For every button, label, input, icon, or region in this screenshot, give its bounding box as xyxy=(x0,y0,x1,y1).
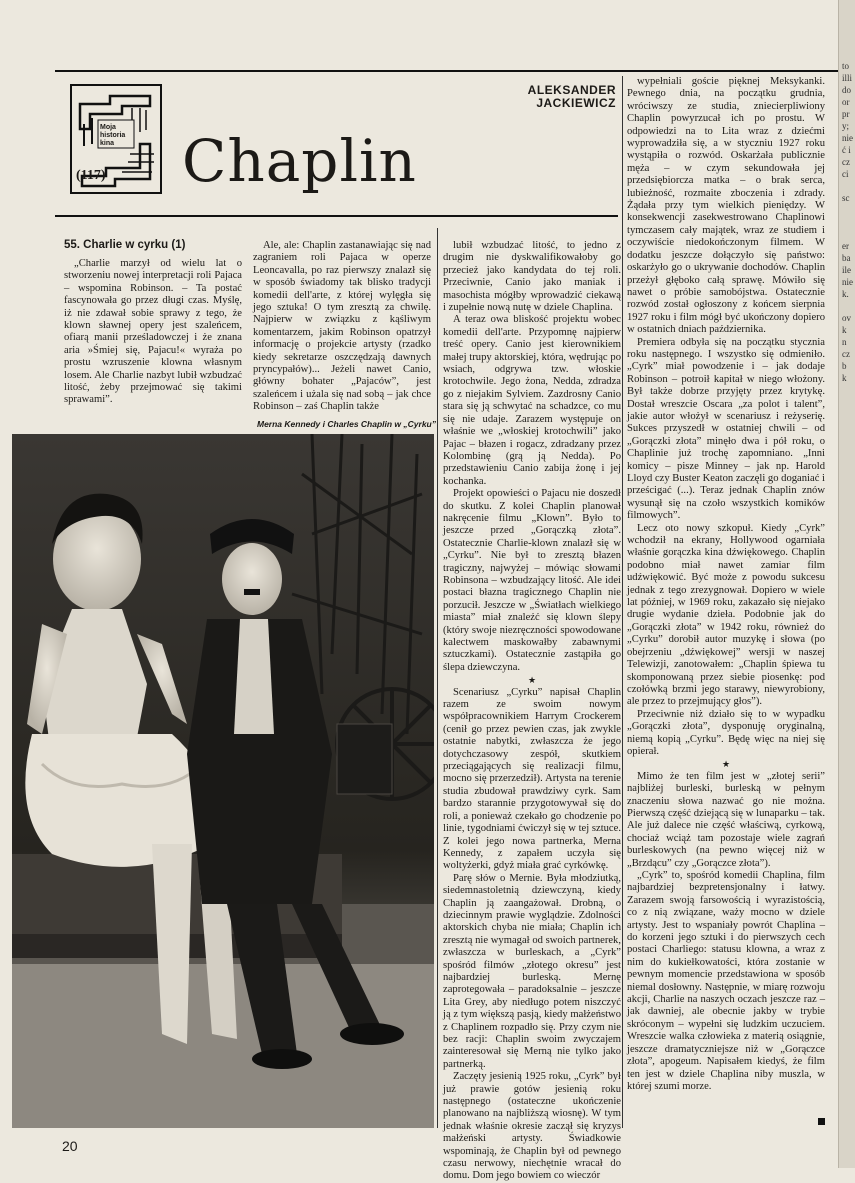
edge-fragment xyxy=(842,540,855,552)
logo-caption: Moja historia kina xyxy=(100,124,126,147)
section-heading: 55. Charlie w cyrku (1) xyxy=(64,239,186,251)
article-title: Chaplin xyxy=(182,127,417,195)
paragraph: Mimo że ten film jest w „złotej serii” najbliżej burleski, burleską w pełnym znaczeniu słowa nazwać go nie można. Pierwszą część dziejącą się w lunaparku – tak. Ale już dalece nie część właściwą, cyrkową, chociaż wciąż tam pozostaje wiele zagrań burleskowych (na pewno więcej niż w „Brzdącu” czy „Gorączce złota”). xyxy=(627,770,825,869)
paragraph: Projekt opowieści o Pajacu nie doszedł do skutku. Z kolei Chaplin planował nakręcenie filmu „Klown”. Było to jeszcze przed „Gorączką złota”. Ostatecznie Charlie-klown znalazł się w „Cyrku”. Nie był to zresztą błazen tragiczny, najwyżej – mówiąc słowami Robinsona – wzbudzający litość. Ale idei postaci błazna tragicznego Chaplin nie porzucił. Jeszcze w „Światłach wielkiego miasta” miał znaleźć się klown ślepy (który swoje niezręczności spowodowane kalectwem maskowałby zabawnymi sztuczkami). Ostatecznie zastąpiła go ślepa dziewczyna. xyxy=(443,488,621,673)
paragraph: Ale, ale: Chaplin zastanawiając się nad zagraniem roli Pajaca w operze Leoncavalla, po raz pierwszy znalazł się w sposób świadomy tak blisko tradycji komedii dell'arte, z której wylęgła się jego sztuka! O tym zresztą za chwilę. Najpierw w związku z kąśliwym komentarzem, jakim Robinson opatrzył informację o projekcie artysty (rzadko kiedy sekretarze oszczędzają dawnych pryncypałów)... Jeżeli nawet Canio, główny bohater „Pajaców”, jest szaleńcem i użala się nad sobą – jak chce Robinson – zaś Chaplin także xyxy=(253,240,431,413)
edge-fragment xyxy=(842,444,855,456)
page-number: 20 xyxy=(62,1138,78,1154)
edge-fragment xyxy=(842,588,855,600)
edge-fragment: ile xyxy=(842,265,851,275)
paragraph: „Charlie marzył od wielu lat o stworzeniu nowej interpretacji roli Pajaca – wspomina Robinson. – Ta postać fascynowała go przez długi czas. Myślę, iż nie zdawał sobie sprawy z tego, że klown sławnej opery jest szaleńcem, ofiarą manii prześladowczej i że znana aria »Śmiej się, Pajacu!« wyraża po prostu wzruszenie klowna własnym losem. Ale Charlie nazbyt lubił wzbudzać litość, żeby przejmować się takimi sprawami”. xyxy=(64,258,242,406)
edge-fragment: y; xyxy=(842,121,850,131)
edge-fragment: k xyxy=(842,373,847,383)
edge-fragment xyxy=(842,552,855,564)
paragraph: A teraz owa bliskość projektu wobec komedii dell'arte. Przypomnę najpierw treść opery. Canio jest kierownikiem małej trupy aktorskiej, która, wędrując po wsiach, odgrywa tzw. włoskie krotochwile. Jego żona, Nedda, zdradza go z niejakim Sylviem. Zazdrosny Canio stara się ją schwytać na schadzce, co mu się nie udaje. Zarazem występuje on właśnie we „włoskiej krotochwili” jako Pajac – błazen i rogacz, zdradzany przez Kolombinę (grą ją Nedda). Po przedstawieniu Canio zabija żonę i jej kochanka. xyxy=(443,314,621,487)
edge-fragment xyxy=(842,384,855,396)
edge-fragment xyxy=(842,492,855,504)
edge-fragment xyxy=(842,600,855,612)
paragraph: Scenariusz „Cyrku” napisał Chaplin razem ze swoim nowym współpracownikiem Harrym Crockerem (cenił go przez pewien czas, jak zwykle ostatnie nabytki, zwłaszcza że jego dotychczasowy zespół, skutkiem przeciągających się realizacji filmu, mocno się przerzedził). Artysta na terenie studia zbudował prawdziwy cyrk. Sam bardzo starannie przygotowywał się do roli, a ponieważ czekało go chodzenie po linie, tygodniami ćwiczył się w tej sztuce. Z kolei jego nowa partnerka, Merna Kennedy, z zapałem uczyła się woltyżerki, gdyż miała grać cyrkówkę. xyxy=(443,686,621,872)
next-page-edge xyxy=(838,0,855,1168)
author-name: ALEKSANDER JACKIEWICZ xyxy=(527,83,616,110)
paragraph: Zaczęty jesienią 1925 roku, „Cyrk” był już prawie gotów jesienią roku następnego (ostateczne ukończenie planowano na najbliższą wiosnę). W tym jednak właśnie okresie zaczął się kryzys małżeński artysty. Świadkowie wspominają, że Chaplin był od pewnego czasu nerwowy, niechętnie wracał do domu. Dom jego bowiem co wieczór xyxy=(443,1071,621,1182)
edge-fragment xyxy=(842,300,855,312)
title-rule xyxy=(55,215,618,217)
edge-fragment xyxy=(842,468,855,480)
edge-fragment: or xyxy=(842,97,850,107)
edge-fragment xyxy=(842,516,855,528)
edge-fragment xyxy=(842,432,855,444)
section-star: ★ xyxy=(527,675,537,686)
edge-fragment: ci xyxy=(842,169,849,179)
film-still-image xyxy=(12,434,434,1128)
edge-fragment xyxy=(842,216,855,228)
paragraph: Lecz oto nowy szkopuł. Kiedy „Cyrk” wchodził na ekrany, Hollywood ogarniała właśnie gorączka kina dźwiękowego. Chaplin podobno miał nawet zamiar film udźwiękowić. Być może z powodu sukcesu jednak z tego zrezygnował. Dopiero w wiele lat później, w 1969 roku, zakazało się niejako drugie wydanie dzieła. Podobnie jak do „Gorączki złota” w 1942 roku, również do „Cyrku” dorobił autor muzykę i słowa (po obejrzeniu „dźwiękowej” wersji w naszej Telewizji, zanotowałem: „Chaplin śpiewa tu skomponowaną przez siebie piosenkę: pod czołówką brzmi jego starawy, niewyrobiony, ale przez to przejmujący głos”). xyxy=(627,522,825,708)
edge-fragment: b xyxy=(842,361,847,371)
edge-fragment: cz xyxy=(842,157,850,167)
edge-fragment xyxy=(842,612,855,624)
edge-fragment: k. xyxy=(842,289,849,299)
edge-fragment: cz xyxy=(842,349,850,359)
edge-fragment: nie xyxy=(842,277,853,287)
edge-fragment: ov xyxy=(842,313,851,323)
text-column-1 xyxy=(64,258,242,407)
edge-fragment: sc xyxy=(842,193,850,203)
edge-fragment xyxy=(842,204,855,216)
edge-fragment xyxy=(842,624,855,636)
edge-fragment: ć i xyxy=(842,145,851,155)
edge-fragment: er xyxy=(842,241,849,251)
paragraph: Premiera odbyła się na początku stycznia roku następnego. I wszystko się odmieniło. „Cyrk” miał powodzenie i – jak dodaje Robinson – potroił kapitał w niego włożony. Był także dobrze przyjęty przez krytykę. Dostał wreszcie Oscara „za polot i talent”, jakie autor włożył w scenariusz i reżyserię. Sukces przyszedł w ostatniej chwili – od „Gorączki złota” minęło dwa i pół roku, o Chaplinie już trochę zapomniano. „Inni komicy – pisze Minney – jak np. Harold Lloyd czy Buster Keaton zaczęli go doganiać i prześcigać (...). Teraz jednak Chaplin znów wysunął się na czoło wszystkich komików filmowych”. xyxy=(627,336,825,522)
edge-fragment xyxy=(842,396,855,408)
edge-fragment xyxy=(842,420,855,432)
edge-fragment xyxy=(842,504,855,516)
edge-fragment xyxy=(842,228,855,240)
end-mark xyxy=(818,1118,825,1125)
edge-fragment xyxy=(842,576,855,588)
section-star: ★ xyxy=(721,759,731,770)
edge-fragment: ba xyxy=(842,253,851,263)
text-column-4 xyxy=(627,76,825,1093)
text-column-3 xyxy=(443,240,621,1183)
edge-fragment xyxy=(842,528,855,540)
paragraph: wypełniali goście pięknej Meksykanki. Pewnego dnia, na początku grudnia, wróciwszy ze studia, zniecierpliwiony Chaplin powyrzucał ich po prostu. W odpowiedzi na to Lita wraz z dziećmi wyprowadziła się, a w styczniu 1927 roku wystąpiła o rozwód. Oskarżała publicznie męża – w czym sekundowała jej przedsiębiorcza matka – o brak serca, lubieżność, rozmaite zboczenia i zdrady. Żądała przy tym wielkich pieniędzy. W konsekwencji zasekwestrowano Chaplinowi tymczasem cały majątek, wraz ze studiem i oczywiście niedokończonym filmem. W dodatku jeszcze dołączyło się państwo: oskarżyło go o ukrywanie dochodów. Chaplin przeżył głęboko całą sprawę. Mówiło się nawet o próbie samobójstwa. Ostatecznie rozwód został ogłoszony z końcem sierpnia 1927 roku i film mógł być ukończony dopiero w ostatnich dniach października. xyxy=(627,76,825,336)
edge-fragment: do xyxy=(842,85,851,95)
edge-fragment: pr xyxy=(842,109,850,119)
paragraph: „Cyrk” to, spośród komedii Chaplina, film najbardziej bezpretensjonalny i łatwy. Zarazem swoją farsowością i wyrazistością, co z nią związane, waży mocno w dziele artysty. Jest to wspaniały powrót Chaplina – do korzeni jego sztuki i do pierwszych cech postaci Charliego: statusu klowna, a wraz z nim do kukiełkowatości, która zostanie w pewnym momencie przedstawiona w sposób niemal dosłowny. Następnie, w miarę rozwoju akcji, Charlie na naszych oczach jeszcze raz – jak dawniej, ale obecnie jakby w trybie skróconym – wypełni się ludzkim uczuciem. Wreszcie walka człowieka z materią osiągnie, jeszcze dramatyczniejsze niż w „Gorączce złota”, apogeum. Napisałem kiedyś, że film ten jest w dziele Chaplina niby muszla, w której szumi morze. xyxy=(627,870,825,1092)
edge-fragment xyxy=(842,480,855,492)
edge-fragment xyxy=(842,636,855,648)
edge-fragment xyxy=(842,648,855,660)
edge-fragment: to xyxy=(842,61,850,71)
paragraph: lubił wzbudzać litość, to jedno z drugim nie dyskwalifikowałoby go przecież jako kandydata do tej roli. Przeciwnie, Canio jako maniak i masochista mógłby wprowadzić ciekawą i zupełnie nową nutę w dziele Chaplina. xyxy=(443,240,621,314)
series-logo xyxy=(70,84,162,194)
film-still-photo xyxy=(12,434,434,1128)
paragraph: Parę słów o Mernie. Była młodziutką, siedemnastoletnią dziewczyną, kiedy Chaplin ją zaangażował. Drobną, o dziecinnym prawie wyglądzie. Zdolności aktorskich chyba nie miała; Chaplin ich zresztą nie wymagał od swoich partnerek, zwłaszcza w burleskach, a „Cyrk” spośród filmów „złotego okresu” jest najbardziej burleską. Mernę zaprotegowała – paradoksalnie – jeszcze Lita Grey, aby niedługo potem niszczyć ją z tym większą pasją, kiedy małżeństwo z Chaplinem rozpadło się. Przy czym nie bez racji: Chaplin swoim zwyczajem zainteresował się Merną nie tylko jako partnerką. xyxy=(443,872,621,1070)
edge-fragment xyxy=(842,408,855,420)
edge-fragment xyxy=(842,564,855,576)
column-divider xyxy=(622,76,623,1128)
paragraph: Przeciwnie niż działo się to w wypadku „Gorączki złota”, dysponuję oryginalną, niemą kopią „Cyrku”. Będę więc na niej się opierał. xyxy=(627,708,825,757)
edge-fragment xyxy=(842,180,855,192)
series-number: (117) xyxy=(76,168,106,183)
text-column-2 xyxy=(253,240,431,414)
edge-fragment: n xyxy=(842,337,847,347)
edge-fragment: illi xyxy=(842,73,853,83)
top-rule xyxy=(55,70,838,72)
edge-fragment: nie xyxy=(842,133,853,143)
column-divider xyxy=(437,228,438,1128)
edge-fragment xyxy=(842,456,855,468)
edge-fragment: k xyxy=(842,325,847,335)
photo-caption: Merna Kennedy i Charles Chaplin w „Cyrku” xyxy=(256,419,436,429)
